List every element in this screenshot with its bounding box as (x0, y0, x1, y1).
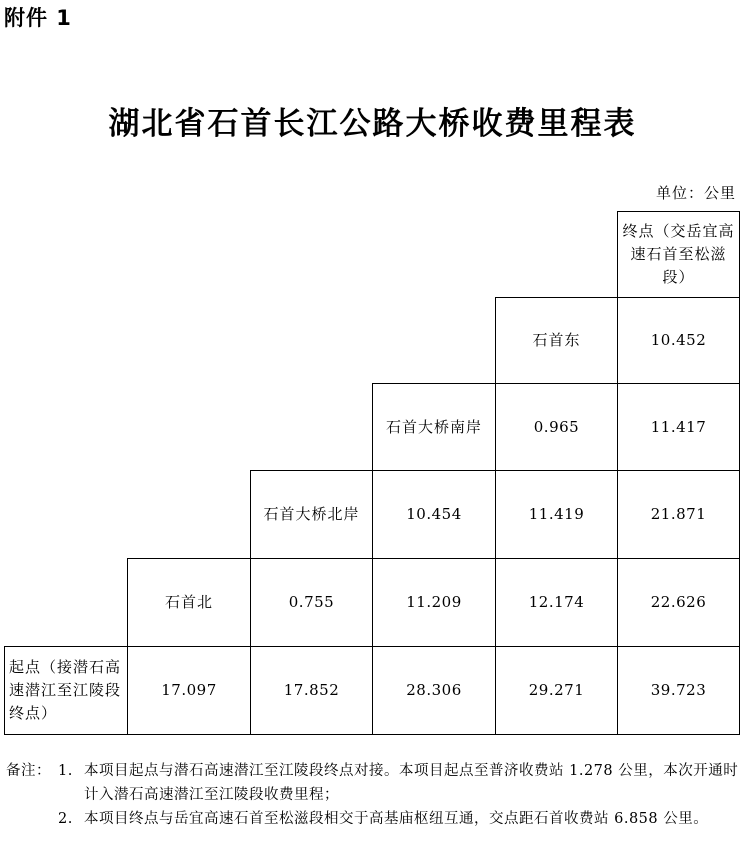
distance-cell: 10.454 (372, 470, 496, 559)
station-start-label: 起点（接潜石高速潜江至江陵段终点） (4, 646, 128, 735)
distance-cell: 22.626 (617, 558, 740, 647)
distance-cell: 39.723 (617, 646, 740, 735)
distance-cell: 17.852 (250, 646, 373, 735)
station-bridge-south-label: 石首大桥南岸 (372, 383, 496, 471)
distance-cell: 17.097 (127, 646, 251, 735)
note-text: 本项目起点与潜石高速潜江至江陵段终点对接。本项目起点至普济收费站 1.278 公里，本次开通时计入潜石高速潜江至江陵段收费里程； (84, 763, 739, 803)
distance-cell: 29.271 (495, 646, 618, 735)
station-shishou-north-label: 石首北 (127, 558, 251, 647)
unit-label: 单位：公里 (655, 184, 736, 202)
distance-cell: 0.755 (250, 558, 373, 647)
notes (6, 759, 741, 831)
page-title: 湖北省石首长江公路大桥收费里程表 (108, 106, 637, 142)
station-end-label: 终点（交岳宜高速石首至松滋段） (617, 211, 740, 298)
station-shishou-east-label: 石首东 (495, 297, 618, 384)
distance-cell: 11.209 (372, 558, 496, 647)
distance-cell: 28.306 (372, 646, 496, 735)
note-number: 2. (58, 811, 73, 827)
distance-cell: 12.174 (495, 558, 618, 647)
distance-cell: 21.871 (617, 470, 740, 559)
notes-lead: 备注： (6, 763, 51, 779)
note-item (6, 759, 741, 807)
note-text: 本项目终点与岳宜高速石首至松滋段相交于高基庙枢纽互通，交点距石首收费站 6.858 公里。 (84, 811, 709, 827)
distance-cell: 11.417 (617, 383, 740, 471)
attachment-label: 附件 1 (4, 6, 72, 30)
note-item (6, 807, 741, 831)
station-bridge-north-label: 石首大桥北岸 (250, 470, 373, 559)
distance-cell: 10.452 (617, 297, 740, 384)
distance-cell: 0.965 (495, 383, 618, 471)
note-number: 1. (58, 763, 73, 779)
distance-cell: 11.419 (495, 470, 618, 559)
